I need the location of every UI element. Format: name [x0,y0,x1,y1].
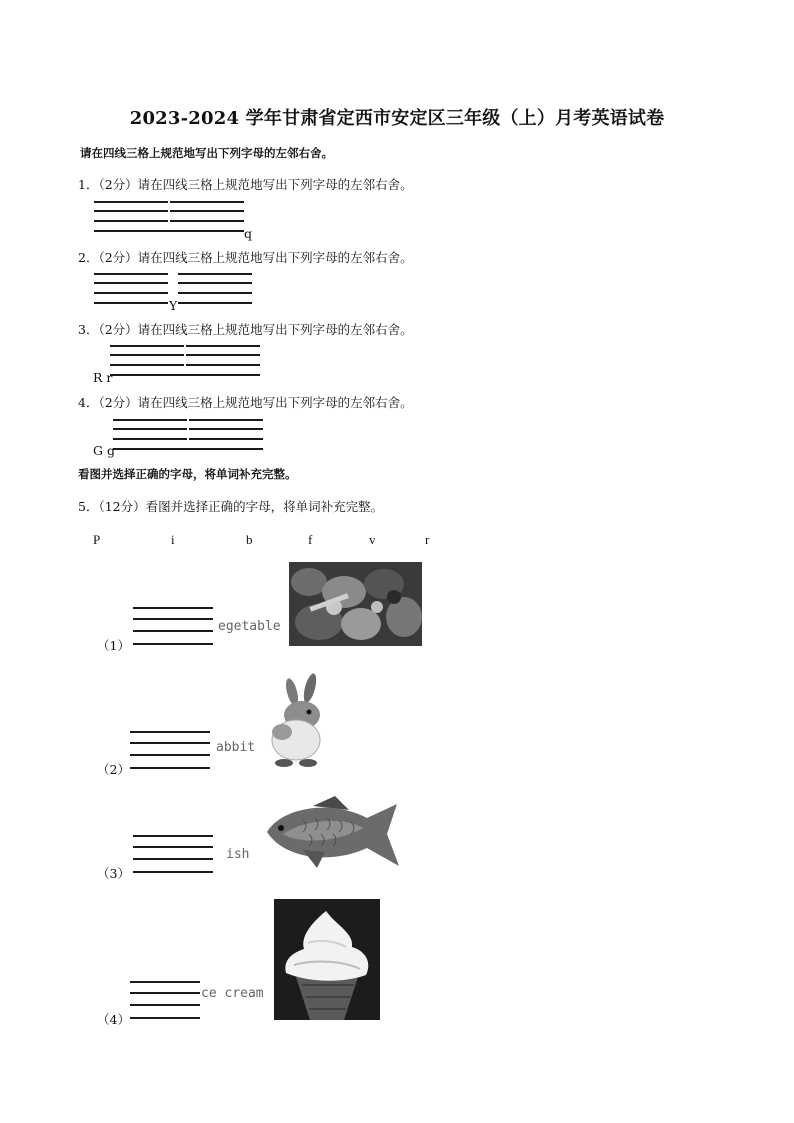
section-heading-2: 看图并选择正确的字母，将单词补充完整。 [78,467,297,481]
given-letter-4: G g [93,443,115,458]
fish-photo [263,794,401,874]
option-letter: i [171,532,175,547]
page-title: 2023-2024 学年甘肃省定西市安定区三年级（上）月考英语试卷 [129,108,665,129]
option-letter: r [425,532,430,547]
section-heading-1: 请在四线三格上规范地写出下列字母的左邻右舍。 [80,146,333,160]
item-number-1: （1） [97,638,130,653]
option-letter: f [308,532,313,547]
question-4-label: 4．（2分）请在四线三格上规范地写出下列字母的左邻右舍。 [78,395,413,410]
given-letter-1: q [244,226,253,241]
option-letter: v [369,532,376,547]
ice-cream-photo [274,899,380,1020]
word-fragment-3: ish [226,847,250,862]
given-letter-3: R r [93,370,113,385]
given-letter-2: Y [169,298,178,313]
option-letter: b [246,532,253,547]
rabbit-photo [262,670,328,772]
item-number-2: （2） [97,762,130,777]
question-5-label: 5．（12分）看图并选择正确的字母，将单词补充完整。 [78,499,384,514]
word-fragment-1: egetable [218,619,281,634]
question-3-label: 3．（2分）请在四线三格上规范地写出下列字母的左邻右舍。 [78,322,413,337]
word-fragment-4: ce cream [201,986,264,1001]
word-fragment-2: abbit [216,740,256,755]
vegetables-photo [289,562,422,646]
item-number-4: （4） [97,1012,130,1027]
option-letter: P [93,532,101,547]
item-number-3: （3） [97,866,130,881]
question-2-label: 2．（2分）请在四线三格上规范地写出下列字母的左邻右舍。 [78,250,413,265]
question-1-label: 1．（2分）请在四线三格上规范地写出下列字母的左邻右舍。 [78,177,413,192]
